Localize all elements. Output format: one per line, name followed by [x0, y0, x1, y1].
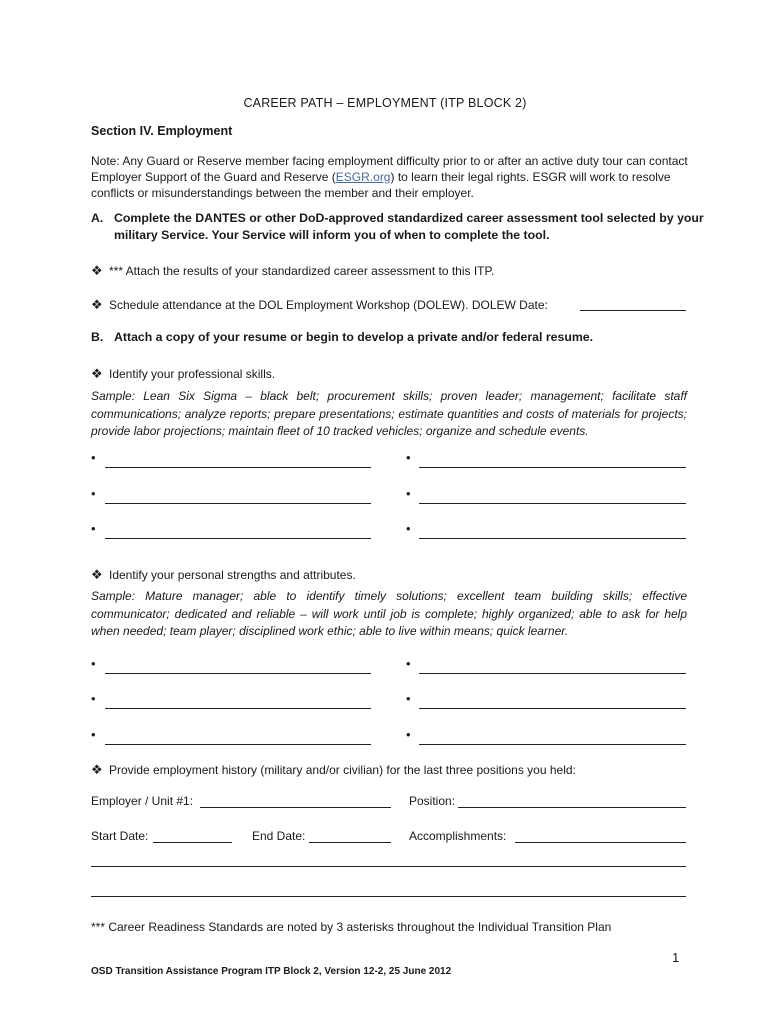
strengths-text: Identify your personal strengths and attributes.: [109, 568, 356, 582]
skill-field[interactable]: [419, 467, 686, 468]
strength-field[interactable]: [419, 673, 686, 674]
bullet-icon: •: [406, 521, 411, 536]
skills-text: Identify your professional skills.: [109, 367, 276, 381]
note-text-start: Note: Any Guard or Reserve member facing employment difficulty prior to or after an active duty tour can contact Employer Support of the Guard and Reserve (: [91, 154, 688, 184]
skill-field[interactable]: [419, 503, 686, 504]
bullet-icon: •: [91, 656, 96, 671]
start-date-field[interactable]: [153, 842, 232, 843]
position-label: Position:: [409, 794, 456, 808]
item-a-text: Complete the DANTES or other DoD-approved standardized career assessment tool selected by your military Service. Your Service will inform you of when to complete the tool.: [114, 211, 704, 242]
accomplishments-field[interactable]: [515, 842, 686, 843]
esgr-link[interactable]: ESGR.org: [335, 170, 391, 184]
note-paragraph: [91, 153, 691, 201]
employer-field[interactable]: [200, 807, 391, 808]
strength-field[interactable]: [105, 708, 371, 709]
dolew-text: Schedule attendance at the DOL Employment Workshop (DOLEW). DOLEW Date:: [109, 298, 548, 312]
end-date-label: End Date:: [252, 829, 306, 843]
history-text: Provide employment history (military and/or civilian) for the last three positions you held:: [109, 763, 576, 777]
history-item: [91, 762, 576, 778]
strength-field[interactable]: [105, 744, 371, 745]
diamond-bullet-icon: ❖: [91, 762, 103, 777]
accomplishments-line[interactable]: [91, 866, 686, 867]
start-date-label: Start Date:: [91, 829, 149, 843]
item-b-letter: B.: [91, 330, 104, 344]
strength-field[interactable]: [105, 673, 371, 674]
accomplishments-label: Accomplishments:: [409, 829, 507, 843]
strengths-sample: Sample: Mature manager; able to identify timely solutions; excellent team building skills; effective communicator; dedicated and reliable – will work until job is complete; highly organized; able to ask for help when needed; team player; disciplined work ethic; able to live within means; quick learner.: [91, 589, 687, 638]
page-number: 1: [672, 950, 680, 965]
strengths-item: [91, 567, 356, 583]
section-heading: Section IV. Employment: [91, 124, 233, 138]
item-a-letter: A.: [91, 211, 104, 225]
bullet-icon: •: [91, 727, 96, 742]
attach-results-text: *** Attach the results of your standardized career assessment to this ITP.: [109, 264, 495, 278]
employer-label: Employer / Unit #1:: [91, 794, 194, 808]
bullet-icon: •: [91, 450, 96, 465]
skills-item: [91, 366, 275, 382]
bullet-icon: •: [91, 521, 96, 536]
note-text-end: ) to learn their legal rights. ESGR will work to resolve conflicts or misunderstandings between the member and their employer.: [91, 170, 671, 200]
end-date-field[interactable]: [309, 842, 391, 843]
skill-field[interactable]: [419, 538, 686, 539]
diamond-bullet-icon: ❖: [91, 567, 103, 582]
accomplishments-line[interactable]: [91, 896, 686, 897]
attach-results-item: [91, 263, 494, 279]
skill-field[interactable]: [105, 503, 371, 504]
readiness-standards-note: *** Career Readiness Standards are noted by 3 asterisks throughout the Individual Transition Plan: [91, 920, 612, 934]
strength-field[interactable]: [419, 744, 686, 745]
bullet-icon: •: [406, 656, 411, 671]
diamond-bullet-icon: ❖: [91, 297, 103, 312]
bullet-icon: •: [406, 727, 411, 742]
item-b-text: Attach a copy of your resume or begin to develop a private and/or federal resume.: [114, 330, 594, 344]
skill-field[interactable]: [105, 538, 371, 539]
bullet-icon: •: [406, 691, 411, 706]
document-title: CAREER PATH – EMPLOYMENT (ITP BLOCK 2): [243, 96, 527, 110]
bullet-icon: •: [406, 450, 411, 465]
diamond-bullet-icon: ❖: [91, 366, 103, 381]
position-field[interactable]: [458, 807, 686, 808]
dolew-item: [91, 297, 548, 313]
bullet-icon: •: [91, 691, 96, 706]
dolew-date-field[interactable]: [580, 310, 686, 311]
skill-field[interactable]: [105, 467, 371, 468]
skills-sample: Sample: Lean Six Sigma – black belt; procurement skills; proven leader; management; facilitate staff communications; analyze reports; prepare presentations; estimate quantities and costs of materials for projects; provide labor projections; maintain fleet of 10 tracked vehicles; organize and schedule events.: [91, 389, 687, 438]
diamond-bullet-icon: ❖: [91, 263, 103, 278]
bullet-icon: •: [406, 486, 411, 501]
bullet-icon: •: [91, 486, 96, 501]
footer-text: OSD Transition Assistance Program ITP Block 2, Version 12-2, 25 June 2012: [91, 966, 452, 977]
strength-field[interactable]: [419, 708, 686, 709]
